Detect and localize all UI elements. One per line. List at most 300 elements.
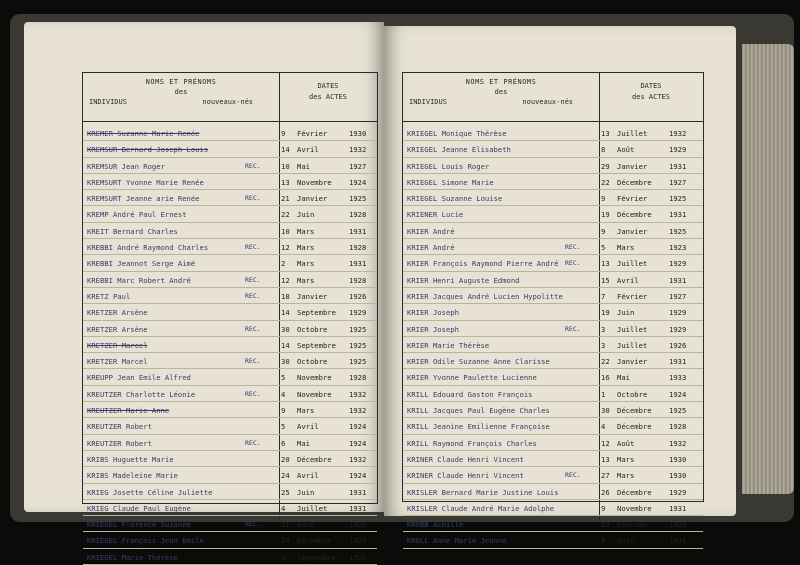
entry-month: Avril xyxy=(297,422,319,432)
entry-day: 3 xyxy=(601,324,606,334)
register-entry xyxy=(403,369,703,385)
entry-year: 1931 xyxy=(349,259,367,269)
register-entry xyxy=(403,288,703,304)
register-entry xyxy=(403,141,703,157)
entry-day: 12 xyxy=(281,243,290,253)
entry-month: Décembre xyxy=(617,406,652,416)
nouveaux-nes-label: nouveaux-nés xyxy=(522,98,573,106)
entry-year: 1932 xyxy=(669,438,687,448)
entry-day: 21 xyxy=(281,194,290,204)
entry-day: 11 xyxy=(281,520,290,530)
table-header xyxy=(403,73,703,122)
entry-day: 29 xyxy=(601,161,610,171)
entry-name: KREMSURT Yvonne Marie Renée xyxy=(87,177,204,187)
entry-month: Septembre xyxy=(297,308,336,318)
entry-name: KREUTZER Charlotte Léonie xyxy=(87,389,196,399)
entry-name: KRIER Joseph xyxy=(407,324,459,334)
register-entry xyxy=(403,418,703,434)
register-entry xyxy=(83,255,377,271)
entry-month: Janvier xyxy=(297,291,328,301)
register-entry xyxy=(403,239,703,255)
entry-year: 1923 xyxy=(669,243,687,253)
register-entry xyxy=(83,239,377,255)
entry-name: KRILL Edouard Gaston François xyxy=(407,389,533,399)
entry-rec-mark: REC. xyxy=(245,161,261,170)
entry-day: 14 xyxy=(281,308,290,318)
entry-name: KRETZ Paul xyxy=(87,291,131,301)
entry-month: Janvier xyxy=(297,194,328,204)
entry-day: 7 xyxy=(601,291,606,301)
entry-year: 1931 xyxy=(669,357,687,367)
entry-month: Juin xyxy=(617,536,635,546)
entry-day: 8 xyxy=(601,145,606,155)
entry-day: 24 xyxy=(281,471,290,481)
entry-name: KREUTZER Robert xyxy=(87,422,152,432)
entry-day: 13 xyxy=(601,259,610,269)
entry-year: 1926 xyxy=(349,291,367,301)
entry-month: Octobre xyxy=(297,357,328,367)
entry-day: 3 xyxy=(601,340,606,350)
entry-month: Juillet xyxy=(617,324,648,334)
entry-day: 8 xyxy=(601,536,606,546)
entry-year: 1931 xyxy=(669,275,687,285)
entry-name: KRIEG Claude Paul Eugène xyxy=(87,503,191,513)
entry-day: 1 xyxy=(601,389,606,399)
entry-year: 1926 xyxy=(349,520,367,530)
entry-day: 4 xyxy=(281,389,286,399)
entry-month: Mars xyxy=(297,275,315,285)
entry-day: 30 xyxy=(281,324,290,334)
entry-month: Mai xyxy=(297,438,310,448)
entry-year: 1925 xyxy=(349,536,367,546)
entry-name: KRINER Claude Henri Vincent xyxy=(407,471,524,481)
entry-day: 30 xyxy=(281,357,290,367)
entry-day: 5 xyxy=(281,373,286,383)
entry-name: KRIEGEL François Jean Emile xyxy=(87,536,204,546)
entry-month: Novembre xyxy=(297,389,332,399)
register-entry xyxy=(403,500,703,516)
entry-month: Mars xyxy=(297,226,315,236)
entry-day: 18 xyxy=(281,291,290,301)
entry-name: KRISLER Bernard Marie Justine Louis xyxy=(407,487,559,497)
entry-year: 1928 xyxy=(349,275,367,285)
left-register-table xyxy=(82,72,378,562)
register-entry xyxy=(403,255,703,271)
entry-month: Mars xyxy=(297,259,315,269)
register-entry xyxy=(403,337,703,353)
names-column-header xyxy=(83,77,279,107)
entry-month: Mars xyxy=(297,243,315,253)
entry-year: 1924 xyxy=(349,471,367,481)
entry-name: KRIER Jacques André Lucien Hypolitte xyxy=(407,291,563,301)
entry-month: Avril xyxy=(617,275,639,285)
entry-day: 13 xyxy=(281,177,290,187)
names-title: NOMS ET PRÉNOMS xyxy=(465,78,537,86)
entry-year: 1929 xyxy=(669,145,687,155)
entry-rec-mark: REC. xyxy=(565,471,581,480)
entry-year: 1929 xyxy=(669,308,687,318)
entry-year: 1924 xyxy=(349,422,367,432)
entry-month: Mars xyxy=(617,454,635,464)
entry-name: KRIBS Madeleine Marie xyxy=(87,471,178,481)
register-entry xyxy=(403,321,703,337)
register-entry xyxy=(83,321,377,337)
entry-month: Décembre xyxy=(617,177,652,187)
entry-month: Novembre xyxy=(617,503,652,513)
nouveaux-nes-label: nouveaux-nés xyxy=(202,98,253,106)
register-entry xyxy=(83,532,377,548)
entry-month: Septembre xyxy=(297,340,336,350)
register-entry xyxy=(403,223,703,239)
register-entry xyxy=(403,386,703,402)
entry-name: KRIEGEL Marie Thérèse xyxy=(87,552,178,562)
entry-name: KREUPP Jean Emile Alfred xyxy=(87,373,191,383)
entry-name: KREMSUR Bernard Joseph Louis xyxy=(87,145,209,155)
entry-month: Novembre xyxy=(297,177,332,187)
register-entry xyxy=(83,435,377,451)
entry-day: 9 xyxy=(601,503,606,513)
entry-year: 1925 xyxy=(669,406,687,416)
register-entry xyxy=(403,174,703,190)
entry-year: 1927 xyxy=(669,291,687,301)
entry-year: 1928 xyxy=(349,243,367,253)
entry-day: 30 xyxy=(601,406,610,416)
entry-year: 1925 xyxy=(669,194,687,204)
names-column-header xyxy=(403,77,599,107)
entry-year: 1931 xyxy=(349,503,367,513)
entry-name: KRIER François Raymond Pierre André xyxy=(407,259,559,269)
entry-rec-mark: REC. xyxy=(245,357,261,366)
names-title: NOMS ET PRÉNOMS xyxy=(145,78,217,86)
entry-year: 1929 xyxy=(669,324,687,334)
entry-name: KROLL Anne Marie Jeanne xyxy=(407,536,507,546)
entry-year: 1931 xyxy=(349,226,367,236)
entry-rec-mark: REC. xyxy=(245,194,261,203)
entry-year: 1930 xyxy=(349,129,367,138)
entry-year: 1929 xyxy=(349,308,367,318)
entry-month: Avril xyxy=(297,471,319,481)
page-edges xyxy=(742,44,794,494)
entry-day: 3 xyxy=(281,552,286,562)
entry-day: 12 xyxy=(601,438,610,448)
entry-month: Décembre xyxy=(617,422,652,432)
entry-year: 1932 xyxy=(669,129,687,138)
entry-year: 1931 xyxy=(669,161,687,171)
entry-day: 9 xyxy=(601,226,606,236)
entry-month: Novembre xyxy=(297,373,332,383)
register-entry xyxy=(83,500,377,516)
right-page xyxy=(384,26,736,546)
register-entry xyxy=(83,418,377,434)
entry-month: Février xyxy=(297,129,328,138)
names-des: des xyxy=(174,88,188,96)
dates-title: DATES xyxy=(317,82,339,90)
entry-name: KRILL Jeanine Emilienne Françoise xyxy=(407,422,550,432)
entry-day: 2 xyxy=(281,259,286,269)
register-entry xyxy=(83,304,377,320)
entry-name: KRISLER Claude André Marie Adolphe xyxy=(407,503,555,513)
entry-month: Mars xyxy=(297,406,315,416)
register-entry xyxy=(83,402,377,418)
entry-year: 1928 xyxy=(669,520,687,530)
entry-name: KRETZER Arsène xyxy=(87,308,148,318)
entry-name: KREUTZER Marie Anne xyxy=(87,406,170,416)
entry-month: Juillet xyxy=(297,503,328,513)
entry-day: 16 xyxy=(601,373,610,383)
entry-year: 1924 xyxy=(349,177,367,187)
register-entry xyxy=(403,435,703,451)
entry-year: 1924 xyxy=(669,389,687,399)
entry-name: KRIER Odile Suzanne Anne Clarisse xyxy=(407,357,550,367)
entry-month: Juin xyxy=(617,308,635,318)
entry-name: KRIEGEL Louis Roger xyxy=(407,161,490,171)
entry-month: Juillet xyxy=(617,340,648,350)
entry-name: KRIENER Lucie xyxy=(407,210,464,220)
register-entry xyxy=(403,516,703,532)
entry-year: 1931 xyxy=(669,536,687,546)
entry-year: 1928 xyxy=(669,422,687,432)
entry-month: Juin xyxy=(297,210,315,220)
entry-year: 1925 xyxy=(349,324,367,334)
register-entry xyxy=(83,369,377,385)
register-entry xyxy=(83,206,377,222)
register-entry xyxy=(83,467,377,483)
entry-name: KRETZER Marcel xyxy=(87,340,148,350)
entry-name: KRILL Raymond François Charles xyxy=(407,438,537,448)
right-register-table xyxy=(402,72,704,546)
left-rows xyxy=(83,125,377,565)
register-entry xyxy=(403,402,703,418)
entry-year: 1925 xyxy=(349,340,367,350)
entry-month: Août xyxy=(617,145,635,155)
entry-month: Juillet xyxy=(617,129,648,138)
entry-day: 9 xyxy=(281,129,286,138)
table-header xyxy=(83,73,377,122)
entry-rec-mark: REC. xyxy=(245,520,261,529)
register-entry xyxy=(403,532,703,548)
entry-day: 14 xyxy=(281,340,290,350)
entry-rec-mark: REC. xyxy=(245,275,261,284)
register-entry xyxy=(403,272,703,288)
entry-day: 5 xyxy=(281,422,286,432)
entry-name: KRILL Jacques Paul Eugène Charles xyxy=(407,406,550,416)
entry-month: Août xyxy=(297,520,315,530)
entry-month: Mai xyxy=(297,161,310,171)
entry-day: 10 xyxy=(281,161,290,171)
register-entry xyxy=(403,304,703,320)
entry-month: Mai xyxy=(617,373,630,383)
entry-month: Février xyxy=(617,291,648,301)
entry-day: 22 xyxy=(281,210,290,220)
register-entry xyxy=(83,337,377,353)
individus-label: INDIVIDUS xyxy=(89,98,127,106)
open-register-book xyxy=(10,14,794,562)
entry-day: 10 xyxy=(281,226,290,236)
entry-name: KREMSUR Jean Roger xyxy=(87,161,165,171)
entry-name: KRETZER Marcel xyxy=(87,357,148,367)
entry-year: 1931 xyxy=(669,210,687,220)
register-entry xyxy=(83,353,377,369)
entry-month: Juillet xyxy=(617,259,648,269)
register-entry xyxy=(83,174,377,190)
entry-year: 1930 xyxy=(669,454,687,464)
entry-day: 13 xyxy=(601,129,610,138)
register-entry xyxy=(83,451,377,467)
entry-name: KREBBI Marc Robert André xyxy=(87,275,191,285)
entry-day: 26 xyxy=(601,487,610,497)
entry-name: KRIER Joseph xyxy=(407,308,459,318)
entry-day: 9 xyxy=(601,194,606,204)
dates-title: DATES xyxy=(640,82,662,90)
entry-year: 1931 xyxy=(349,487,367,497)
entry-rec-mark: REC. xyxy=(245,438,261,447)
entry-name: KRIBS Huguette Marie xyxy=(87,454,174,464)
right-rows xyxy=(403,125,703,549)
entry-day: 22 xyxy=(601,177,610,187)
entry-name: KREBBI André Raymond Charles xyxy=(87,243,209,253)
register-entry xyxy=(83,516,377,532)
entry-name: KRIER Yvonne Paulette Lucienne xyxy=(407,373,537,383)
entry-month: Octobre xyxy=(617,389,648,399)
entry-year: 1930 xyxy=(669,471,687,481)
entry-year: 1929 xyxy=(669,487,687,497)
entry-day: 22 xyxy=(601,357,610,367)
entry-rec-mark: REC. xyxy=(565,259,581,268)
entry-year: 1928 xyxy=(349,210,367,220)
entry-year: 1926 xyxy=(669,340,687,350)
register-entry xyxy=(83,158,377,174)
entry-year: 1932 xyxy=(349,145,367,155)
entry-name: KRIEGEL Simone Marie xyxy=(407,177,494,187)
entry-month: Septembre xyxy=(297,552,336,562)
entry-name: KRIEGEL Jeanne Elisabeth xyxy=(407,145,511,155)
entry-month: Janvier xyxy=(617,161,648,171)
entry-name: KREMP André Paul Ernest xyxy=(87,210,187,220)
entry-name: KROBB Achille xyxy=(407,520,464,530)
register-entry xyxy=(403,353,703,369)
entry-day: 6 xyxy=(281,438,286,448)
register-entry xyxy=(83,125,377,141)
entry-day: 19 xyxy=(601,210,610,220)
dates-column-header xyxy=(279,81,377,103)
entry-rec-mark: REC. xyxy=(245,291,261,300)
entry-month: Décembre xyxy=(297,454,332,464)
entry-year: 1927 xyxy=(349,161,367,171)
register-entry xyxy=(83,272,377,288)
register-entry xyxy=(403,451,703,467)
register-entry xyxy=(83,484,377,500)
entry-month: Mars xyxy=(617,243,635,253)
entry-name: KREMSURT Jeanne arie Renée xyxy=(87,194,200,204)
entry-month: Août xyxy=(617,438,635,448)
entry-day: 25 xyxy=(281,487,290,497)
entry-year: 1928 xyxy=(349,373,367,383)
register-entry xyxy=(403,125,703,141)
entry-name: KREIT Bernard Charles xyxy=(87,226,178,236)
entry-name: KRIEGEL Florence Suzanne xyxy=(87,520,191,530)
entry-month: Janvier xyxy=(617,357,648,367)
register-entry xyxy=(83,288,377,304)
entry-name: KRIEG Josette Céline Juliette xyxy=(87,487,213,497)
entry-name: KRIER André xyxy=(407,243,455,253)
entry-rec-mark: REC. xyxy=(565,324,581,333)
entry-day: 20 xyxy=(281,454,290,464)
entry-name: KRIER Henri Auguste Edmond xyxy=(407,275,520,285)
entry-day: 23 xyxy=(601,520,610,530)
register-entry xyxy=(403,190,703,206)
entry-month: Février xyxy=(617,520,648,530)
register-entry xyxy=(83,549,377,565)
entry-name: KREMER Suzanne Marie Renée xyxy=(87,129,200,138)
left-page xyxy=(24,22,384,562)
entry-month: Décembre xyxy=(617,210,652,220)
register-entry xyxy=(83,190,377,206)
dates-column-header xyxy=(599,81,703,103)
entry-rec-mark: REC. xyxy=(565,243,581,252)
entry-day: 9 xyxy=(281,406,286,416)
entry-name: KRINER Claude Henri Vincent xyxy=(407,454,524,464)
entry-year: 1927 xyxy=(669,177,687,187)
entry-month: Janvier xyxy=(617,226,648,236)
entry-day: 24 xyxy=(281,536,290,546)
entry-name: KREBBI Jeannot Serge Aimé xyxy=(87,259,196,269)
entry-day: 15 xyxy=(601,275,610,285)
entry-day: 14 xyxy=(281,145,290,155)
entry-month: Décembre xyxy=(617,487,652,497)
entry-name: KRIEGEL Monique Thérèse xyxy=(407,129,507,138)
entry-day: 27 xyxy=(601,471,610,481)
register-entry xyxy=(403,484,703,500)
entry-rec-mark: REC. xyxy=(245,389,261,398)
entry-rec-mark: REC. xyxy=(245,324,261,333)
entry-day: 12 xyxy=(281,275,290,285)
entry-month: Juin xyxy=(297,487,315,497)
entry-name: KRIER Marie Thérèse xyxy=(407,340,490,350)
register-entry xyxy=(83,141,377,157)
entry-rec-mark: REC. xyxy=(245,243,261,252)
entry-name: KREUTZER Robert xyxy=(87,438,152,448)
register-entry xyxy=(403,206,703,222)
entry-year: 1929 xyxy=(669,259,687,269)
entry-year: 1931 xyxy=(669,503,687,513)
entry-month: Avril xyxy=(297,145,319,155)
entry-year: 1932 xyxy=(349,389,367,399)
names-des: des xyxy=(494,88,508,96)
entry-year: 1925 xyxy=(349,357,367,367)
entry-name: KRIER André xyxy=(407,226,455,236)
entry-month: Mars xyxy=(617,471,635,481)
entry-day: 4 xyxy=(601,422,606,432)
entry-name: KRIEGEL Suzanne Louise xyxy=(407,194,503,204)
entry-year: 1925 xyxy=(349,194,367,204)
entry-day: 13 xyxy=(601,454,610,464)
entry-name: KRETZER Arsène xyxy=(87,324,148,334)
register-entry xyxy=(83,223,377,239)
entry-year: 1924 xyxy=(349,438,367,448)
entry-month: Décembre xyxy=(297,536,332,546)
entry-month: Octobre xyxy=(297,324,328,334)
register-entry xyxy=(83,386,377,402)
entry-year: 1926 xyxy=(349,552,367,562)
entry-day: 5 xyxy=(601,243,606,253)
entry-year: 1932 xyxy=(349,454,367,464)
dates-sub: des ACTES xyxy=(309,93,347,101)
entry-year: 1933 xyxy=(669,373,687,383)
dates-sub: des ACTES xyxy=(632,93,670,101)
entry-year: 1932 xyxy=(349,406,367,416)
individus-label: INDIVIDUS xyxy=(409,98,447,106)
register-entry xyxy=(403,467,703,483)
